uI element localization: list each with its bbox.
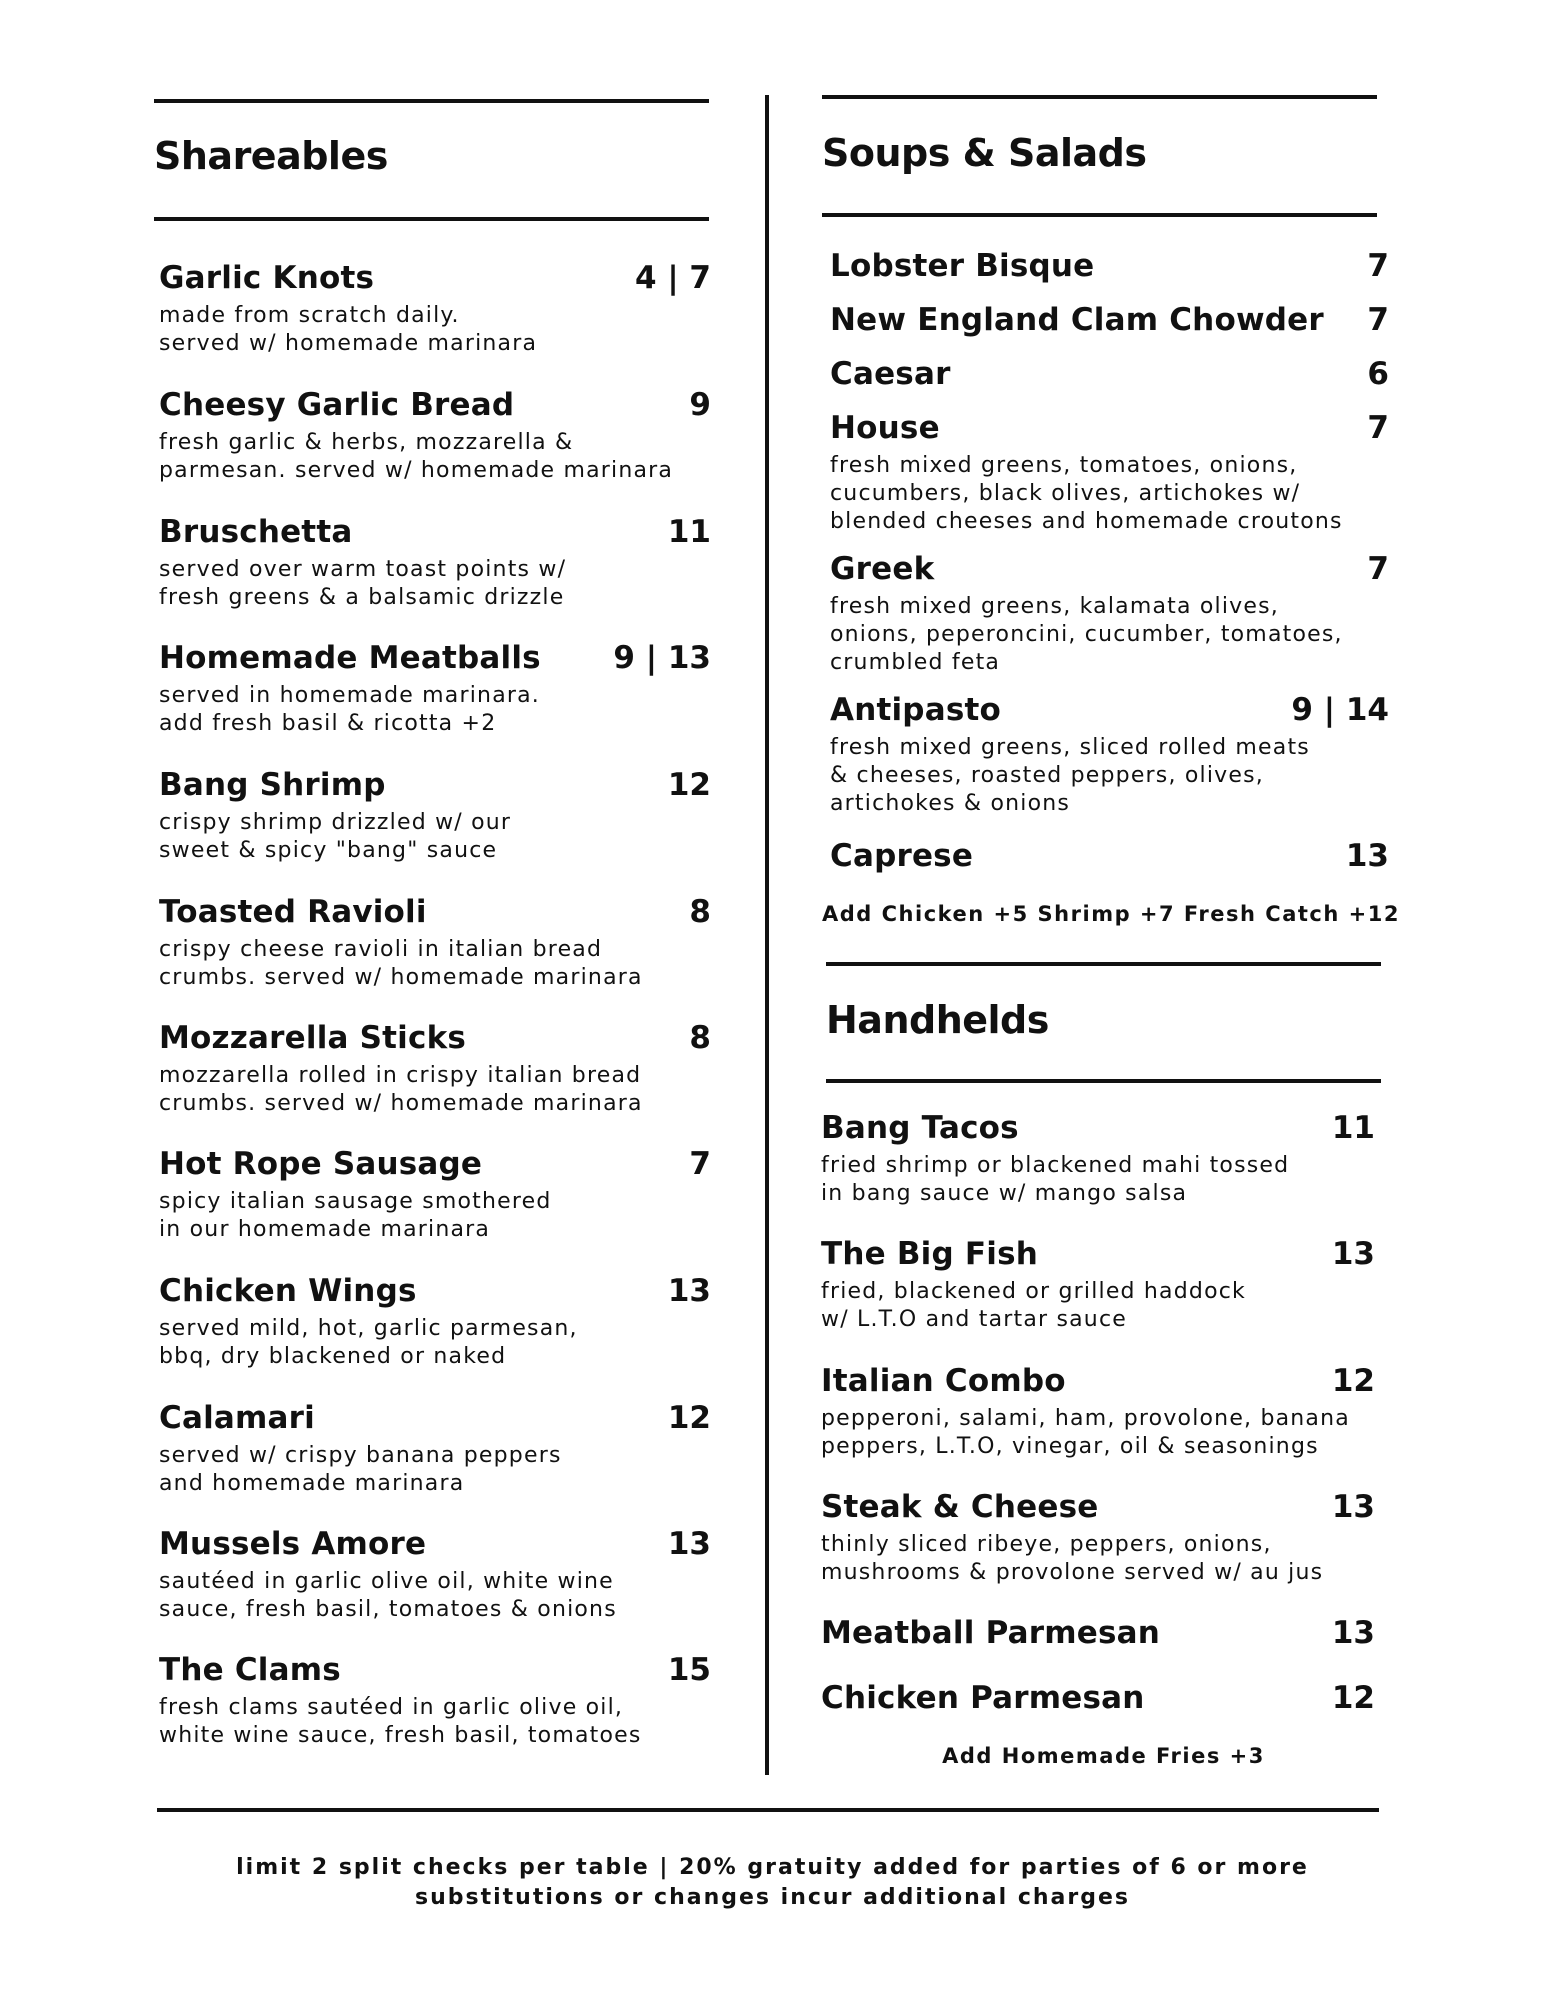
menu-item-description (159, 1694, 711, 1750)
menu-item-name: House (830, 410, 940, 446)
menu-item-price: 13 (1331, 1615, 1375, 1651)
menu-item-name: Italian Combo (821, 1363, 1066, 1399)
menu-item-description-line: served in homemade marinara. (159, 683, 540, 708)
menu-item-description-line: parmesan. served w/ homemade marinara (159, 458, 674, 483)
menu-item-price: 7 (1367, 302, 1389, 338)
handhelds-top-rule (826, 962, 1381, 966)
menu-item-description-line: crispy cheese ravioli in italian bread (159, 937, 603, 962)
menu-item-name: Chicken Wings (159, 1273, 417, 1309)
menu-item-row (159, 387, 711, 423)
menu-item-bang-shrimp (159, 767, 711, 865)
menu-item-description-line: fried shrimp or blackened mahi tossed (821, 1153, 1290, 1178)
menu-item-description-line: served mild, hot, garlic parmesan, (159, 1316, 578, 1341)
menu-item-name: Bang Tacos (821, 1110, 1019, 1146)
menu-item-description-line: pepperoni, salami, ham, provolone, banana (821, 1406, 1350, 1431)
menu-item-description (830, 593, 1389, 677)
menu-item-price: 7 (1367, 248, 1389, 284)
menu-item-description-line: fresh greens & a balsamic drizzle (159, 585, 565, 610)
menu-item-price: 13 (667, 1526, 711, 1562)
footer-notes (0, 1853, 1545, 1913)
menu-item-bang-tacos (821, 1110, 1375, 1208)
menu-item-row (821, 1489, 1375, 1525)
menu-item-name: New England Clam Chowder (830, 302, 1324, 338)
menu-item-row (821, 1615, 1375, 1651)
menu-item-row (159, 1273, 711, 1309)
menu-item-description-line: sauce, fresh basil, tomatoes & onions (159, 1597, 617, 1622)
soups-bottom-rule (822, 213, 1377, 217)
menu-item-description (821, 1152, 1375, 1208)
handhelds-title: Handhelds (826, 998, 1049, 1042)
menu-item-description (821, 1405, 1375, 1461)
menu-item-toasted-ravioli (159, 894, 711, 992)
menu-item-description-line: thinly sliced ribeye, peppers, onions, (821, 1532, 1272, 1557)
menu-item-chicken-wings (159, 1273, 711, 1371)
menu-item-price: 13 (1345, 838, 1389, 874)
menu-item-name: Bang Shrimp (159, 767, 386, 803)
menu-item-price: 11 (667, 514, 711, 550)
menu-item-name: Garlic Knots (159, 260, 375, 296)
menu-item-row (159, 260, 711, 296)
menu-item-price: 9 | 13 (613, 640, 711, 676)
menu-item-description-line: mushrooms & provolone served w/ au jus (821, 1560, 1324, 1585)
menu-item-the-big-fish (821, 1236, 1375, 1334)
footer-rule (157, 1808, 1379, 1812)
menu-item-name: Homemade Meatballs (159, 640, 541, 676)
menu-item-row (159, 640, 711, 676)
menu-item-price: 12 (1331, 1680, 1375, 1716)
menu-item-price: 13 (1331, 1489, 1375, 1525)
menu-item-chicken-parmesan (821, 1680, 1375, 1716)
menu-item-antipasto (830, 692, 1389, 818)
menu-item-description-line: served w/ crispy banana peppers (159, 1443, 562, 1468)
menu-item-description-line: fresh clams sautéed in garlic olive oil, (159, 1695, 624, 1720)
menu-item-row (830, 692, 1389, 728)
menu-item-name: Calamari (159, 1400, 315, 1436)
menu-item-description-line: & cheeses, roasted peppers, olives, (830, 763, 1264, 788)
soups-addons-note: Add Chicken +5 Shrimp +7 Fresh Catch +12 (822, 902, 1400, 926)
menu-item-description-line: crumbs. served w/ homemade marinara (159, 1091, 643, 1116)
menu-item-garlic-knots (159, 260, 711, 358)
menu-item-row (159, 1400, 711, 1436)
handhelds-bottom-rule (826, 1079, 1381, 1083)
menu-item-price: 11 (1331, 1110, 1375, 1146)
menu-item-price: 13 (667, 1273, 711, 1309)
menu-item-new-england-clam-chowder (830, 302, 1389, 338)
menu-item-row (830, 302, 1389, 338)
menu-item-name: Mozzarella Sticks (159, 1020, 467, 1056)
menu-item-calamari (159, 1400, 711, 1498)
menu-item-description-line: fresh mixed greens, sliced rolled meats (830, 735, 1310, 760)
menu-item-meatball-parmesan (821, 1615, 1375, 1651)
footer-line-1: limit 2 split checks per table | 20% gratuity added for parties of 6 or more (236, 1855, 1309, 1880)
menu-item-row (159, 767, 711, 803)
menu-item-name: Caprese (830, 838, 974, 874)
menu-item-row (821, 1680, 1375, 1716)
menu-item-description-line: peppers, L.T.O, vinegar, oil & seasonings (821, 1434, 1319, 1459)
menu-item-description-line: white wine sauce, fresh basil, tomatoes (159, 1723, 642, 1748)
menu-item-row (159, 1652, 711, 1688)
menu-item-bruschetta (159, 514, 711, 612)
menu-item-description-line: blended cheeses and homemade croutons (830, 509, 1343, 534)
menu-item-name: Steak & Cheese (821, 1489, 1099, 1525)
menu-item-mussels-amore (159, 1526, 711, 1624)
menu-item-description (159, 1062, 711, 1118)
menu-item-row (830, 410, 1389, 446)
menu-item-price: 12 (667, 1400, 711, 1436)
menu-item-row (159, 1146, 711, 1182)
shareables-bottom-rule (154, 217, 709, 221)
menu-item-row (830, 838, 1389, 874)
menu-item-description-line: sautéed in garlic olive oil, white wine (159, 1569, 614, 1594)
menu-item-description (159, 556, 711, 612)
shareables-top-rule (154, 99, 709, 103)
menu-item-description-line: served over warm toast points w/ (159, 557, 567, 582)
menu-item-description (159, 429, 711, 485)
menu-item-description (159, 302, 711, 358)
menu-item-row (821, 1110, 1375, 1146)
menu-item-description-line: bbq, dry blackened or naked (159, 1344, 507, 1369)
menu-item-price: 4 | 7 (634, 260, 711, 296)
menu-item-row (830, 356, 1389, 392)
menu-item-row (821, 1236, 1375, 1272)
menu-item-description-line: in bang sauce w/ mango salsa (821, 1181, 1188, 1206)
menu-item-description-line: served w/ homemade marinara (159, 331, 538, 356)
menu-item-row (830, 551, 1389, 587)
menu-item-name: Caesar (830, 356, 951, 392)
menu-item-description (159, 1442, 711, 1498)
menu-item-mozzarella-sticks (159, 1020, 711, 1118)
menu-item-price: 13 (1331, 1236, 1375, 1272)
menu-item-name: Antipasto (830, 692, 1001, 728)
menu-item-description-line: artichokes & onions (830, 791, 1071, 816)
menu-item-name: Chicken Parmesan (821, 1680, 1145, 1716)
menu-item-description-line: add fresh basil & ricotta +2 (159, 711, 497, 736)
menu-item-description-line: fresh garlic & herbs, mozzarella & (159, 430, 574, 455)
menu-item-description (159, 1568, 711, 1624)
menu-item-description-line: crumbs. served w/ homemade marinara (159, 965, 643, 990)
menu-item-lobster-bisque (830, 248, 1389, 284)
menu-item-price: 9 | 14 (1291, 692, 1389, 728)
menu-item-description (821, 1278, 1375, 1334)
menu-item-description-line: spicy italian sausage smothered (159, 1189, 552, 1214)
menu-item-name: Hot Rope Sausage (159, 1146, 483, 1182)
menu-item-description-line: made from scratch daily. (159, 303, 460, 328)
menu-item-price: 8 (689, 1020, 711, 1056)
menu-item-italian-combo (821, 1363, 1375, 1461)
menu-item-name: Meatball Parmesan (821, 1615, 1161, 1651)
menu-item-description-line: onions, peperoncini, cucumber, tomatoes, (830, 622, 1343, 647)
menu-item-description-line: crumbled feta (830, 650, 1001, 675)
menu-item-description (830, 452, 1389, 536)
menu-item-row (159, 1526, 711, 1562)
menu-item-description (159, 1188, 711, 1244)
menu-item-price: 7 (1367, 410, 1389, 446)
menu-item-name: Mussels Amore (159, 1526, 427, 1562)
menu-item-name: Toasted Ravioli (159, 894, 427, 930)
menu-item-row (159, 514, 711, 550)
menu-item-price: 15 (667, 1652, 711, 1688)
menu-item-description (159, 1315, 711, 1371)
menu-item-name: Greek (830, 551, 935, 587)
menu-item-description-line: fresh mixed greens, tomatoes, onions, (830, 453, 1298, 478)
menu-item-price: 9 (689, 387, 711, 423)
menu-item-price: 6 (1367, 356, 1389, 392)
soups-top-rule (822, 95, 1377, 99)
menu-item-description (159, 936, 711, 992)
menu-item-description-line: sweet & spicy "bang" sauce (159, 838, 498, 863)
footer-line-2: substitutions or changes incur additional charges (414, 1885, 1131, 1910)
menu-item-description-line: w/ L.T.O and tartar sauce (821, 1307, 1127, 1332)
column-divider (765, 95, 769, 1775)
menu-item-row (821, 1363, 1375, 1399)
menu-item-name: Cheesy Garlic Bread (159, 387, 515, 423)
menu-item-description (821, 1531, 1375, 1587)
menu-item-description-line: fried, blackened or grilled haddock (821, 1279, 1246, 1304)
menu-item-description-line: cucumbers, black olives, artichokes w/ (830, 481, 1301, 506)
menu-item-house (830, 410, 1389, 536)
menu-item-caesar (830, 356, 1389, 392)
menu-item-cheesy-garlic-bread (159, 387, 711, 485)
menu-item-description-line: and homemade marinara (159, 1471, 465, 1496)
menu-item-homemade-meatballs (159, 640, 711, 738)
menu-item-name: Lobster Bisque (830, 248, 1095, 284)
menu-item-description (159, 809, 711, 865)
menu-item-row (159, 1020, 711, 1056)
menu-item-name: The Big Fish (821, 1236, 1038, 1272)
menu-item-name: The Clams (159, 1652, 341, 1688)
menu-item-price: 7 (689, 1146, 711, 1182)
menu-item-description-line: fresh mixed greens, kalamata olives, (830, 594, 1279, 619)
menu-item-price: 12 (667, 767, 711, 803)
menu-item-price: 8 (689, 894, 711, 930)
menu-item-the-clams (159, 1652, 711, 1750)
shareables-title: Shareables (154, 134, 388, 178)
menu-item-steak-and-cheese (821, 1489, 1375, 1587)
menu-item-description-line: in our homemade marinara (159, 1217, 491, 1242)
menu-item-description (830, 734, 1389, 818)
menu-item-caprese (830, 838, 1389, 874)
menu-item-hot-rope-sausage (159, 1146, 711, 1244)
handhelds-fries-note: Add Homemade Fries +3 (942, 1744, 1265, 1768)
menu-item-row (830, 248, 1389, 284)
menu-item-name: Bruschetta (159, 514, 353, 550)
menu-item-description-line: crispy shrimp drizzled w/ our (159, 810, 512, 835)
menu-item-greek (830, 551, 1389, 677)
menu-item-description (159, 682, 711, 738)
menu-item-description-line: mozzarella rolled in crispy italian bread (159, 1063, 642, 1088)
menu-item-price: 12 (1331, 1363, 1375, 1399)
soups-salads-title: Soups & Salads (822, 131, 1147, 175)
menu-item-price: 7 (1367, 551, 1389, 587)
menu-item-row (159, 894, 711, 930)
